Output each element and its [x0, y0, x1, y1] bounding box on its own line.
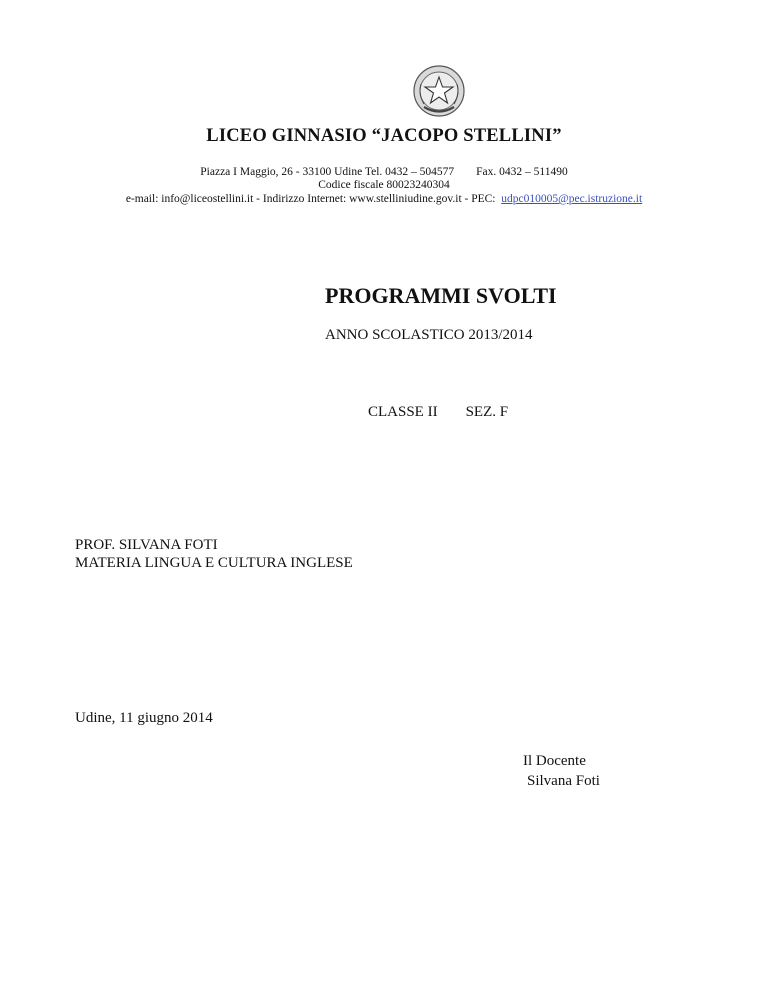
address-text: Piazza I Maggio, 26 - 33100 Udine Tel. 0432 – 504577 — [200, 166, 455, 178]
class-section-line — [368, 404, 508, 421]
contact-text: e-mail: info@liceostellini.it - Indirizzo Internet: www.stelliniudine.gov.it - PEC: — [125, 193, 496, 205]
school-name: LICEO GINNASIO “JACOPO STELLINI” — [206, 126, 562, 146]
signature-role: Il Docente — [523, 753, 586, 769]
section-label: SEZ. F — [465, 404, 509, 420]
contact-line — [0, 193, 768, 205]
teacher-block — [75, 536, 353, 572]
fax-text: Fax. 0432 – 511490 — [476, 166, 568, 178]
subject-line: MATERIA LINGUA E CULTURA INGLESE — [75, 555, 353, 571]
page-title: PROGRAMMI SVOLTI — [325, 283, 557, 308]
school-year: ANNO SCOLASTICO 2013/2014 — [325, 327, 533, 343]
address-line — [0, 166, 768, 178]
date-line: Udine, 11 giugno 2014 — [75, 710, 213, 726]
emblem-icon — [412, 64, 466, 118]
tax-code-line: Codice fiscale 80023240304 — [318, 179, 450, 191]
pec-email-link[interactable]: udpc010005@pec.istruzione.it — [501, 193, 643, 205]
teacher-line: PROF. SILVANA FOTI — [75, 537, 218, 553]
signature-block — [523, 751, 600, 791]
signature-name: Silvana Foti — [527, 773, 600, 789]
class-label: CLASSE II — [368, 404, 438, 420]
